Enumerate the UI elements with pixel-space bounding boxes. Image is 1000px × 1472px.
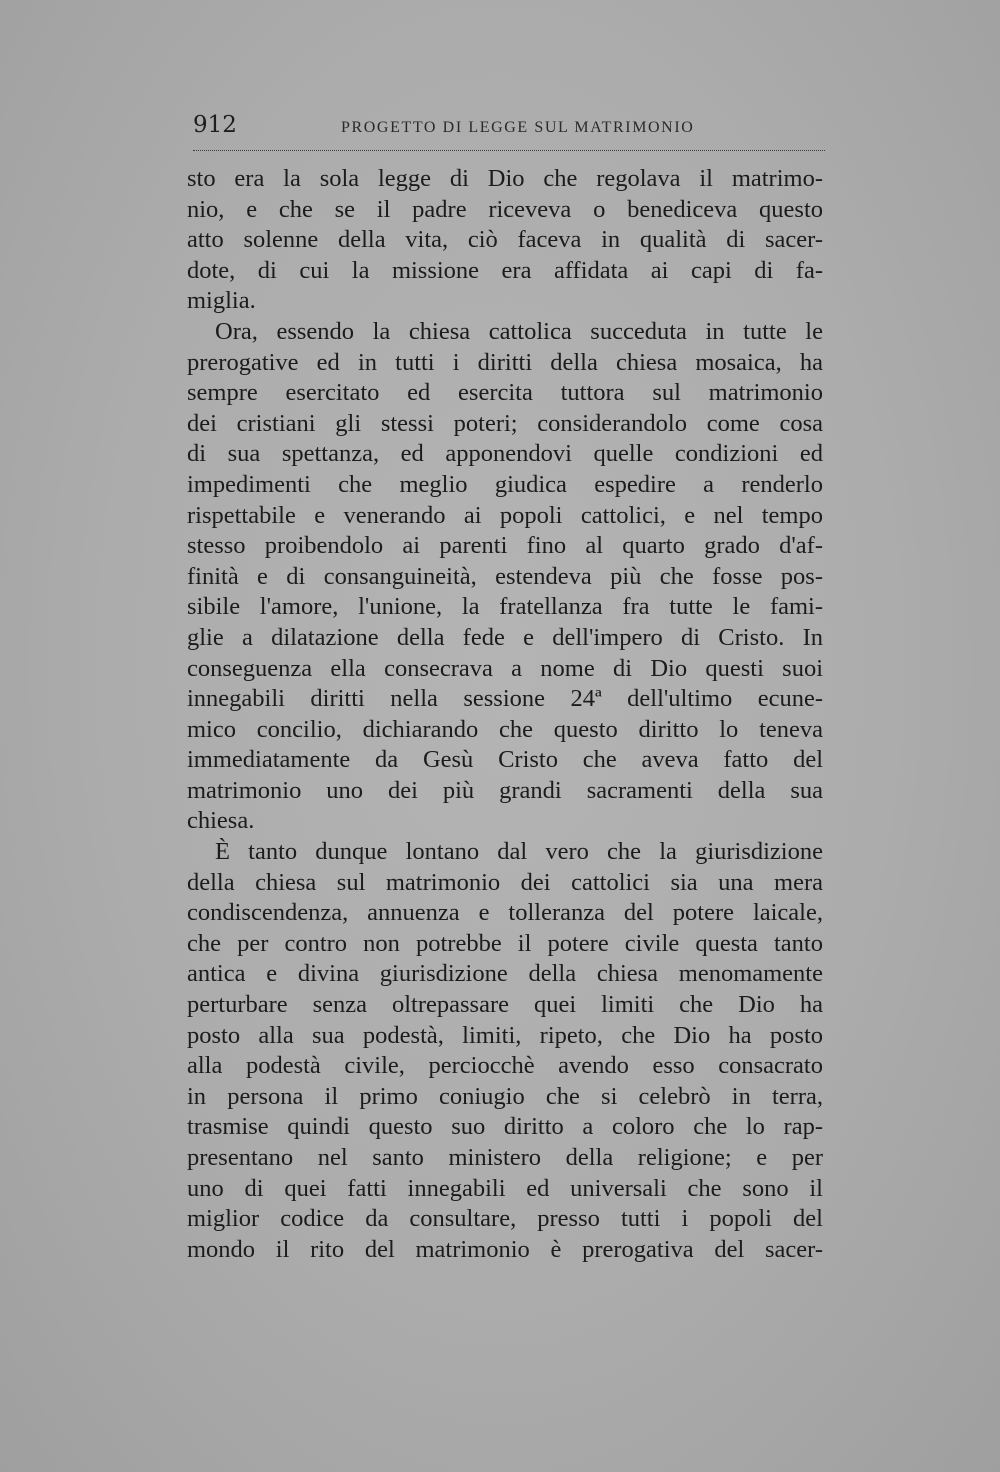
running-title: PROGETTO DI LEGGE SUL MATRIMONIO <box>341 119 695 136</box>
text-line: sibile l'amore, l'unione, la fratellanza fra tutte le fami- <box>187 593 823 621</box>
text-line: in persona il primo coniugio che si celebrò in terra, <box>187 1082 823 1110</box>
text-line: conseguenza ella consecrava a nome di Dio questi suoi <box>187 654 823 682</box>
text-line: sto era la sola legge di Dio che regolava il matrimo- <box>187 165 823 192</box>
text-line: uno di quei fatti innegabili ed universali che sono il <box>187 1174 823 1202</box>
text-line: dote, di cui la missione era affidata ai capi di fa- <box>187 256 823 284</box>
text-line: di sua spettanza, ed apponendovi quelle condizioni ed <box>187 440 823 468</box>
text-line: atto solenne della vita, ciò faceva in qualità di sacer- <box>187 226 823 254</box>
body-text <box>187 164 823 1265</box>
text-line: immediatamente da Gesù Cristo che aveva fatto del <box>187 746 823 774</box>
text-line: nio, e che se il padre riceveva o benediceva questo <box>187 195 823 223</box>
text-line: condiscendenza, annuenza e tolleranza del potere laicale, <box>187 899 823 927</box>
text-line: impedimenti che meglio giudica espedire a renderlo <box>187 470 823 498</box>
text-line: antica e divina giurisdizione della chiesa menomamente <box>187 960 823 988</box>
text-line: rispettabile e venerando ai popoli cattolici, e nel tempo <box>187 501 823 529</box>
text-line: mico concilio, dichiarando che questo diritto lo teneva <box>187 715 823 743</box>
text-line: perturbare senza oltrepassare quei limiti che Dio ha <box>187 991 823 1019</box>
text-line: dei cristiani gli stessi poteri; considerandolo come cosa <box>187 409 823 437</box>
text-line: mondo il rito del matrimonio è prerogativa del sacer- <box>187 1235 823 1263</box>
text-line: sempre esercitato ed esercita tuttora sul matrimonio <box>187 379 823 407</box>
text-line: È tanto dunque lontano dal vero che la giurisdizione <box>215 838 823 866</box>
paragraph <box>187 317 823 837</box>
text-line: innegabili diritti nella sessione 24ª dell'ultimo ecune- <box>187 685 823 713</box>
text-line: glie a dilatazione della fede e dell'impero di Cristo. In <box>187 623 823 651</box>
text-line: chiesa. <box>187 807 255 835</box>
text-line: finità e di consanguineità, estendeva più che fosse pos- <box>187 562 823 590</box>
text-line: della chiesa sul matrimonio dei cattolici sia una mera <box>187 868 823 896</box>
text-line: posto alla sua podestà, limiti, ripeto, che Dio ha posto <box>187 1021 823 1049</box>
paragraph <box>187 837 823 1265</box>
text-line: trasmise quindi questo suo diritto a coloro che lo rap- <box>187 1113 823 1141</box>
text-line: miglior codice da consultare, presso tutti i popoli del <box>187 1205 823 1233</box>
text-line: che per contro non potrebbe il potere civile questa tanto <box>187 929 823 957</box>
text-line: miglia. <box>187 287 256 315</box>
text-line: matrimonio uno dei più grandi sacramenti della sua <box>187 776 823 804</box>
header-rule <box>193 150 825 151</box>
text-line: presentano nel santo ministero della religione; e per <box>187 1144 823 1171</box>
page-number: 912 <box>193 112 237 138</box>
text-line: alla podestà civile, perciocchè avendo esso consacrato <box>187 1052 823 1080</box>
text-line: stesso proibendolo ai parenti fino al quarto grado d'af- <box>187 532 823 560</box>
running-head <box>193 112 825 146</box>
text-line: prerogative ed in tutti i diritti della chiesa mosaica, ha <box>187 348 823 376</box>
paragraph <box>187 164 823 317</box>
text-line: Ora, essendo la chiesa cattolica succeduta in tutte le <box>215 317 823 345</box>
